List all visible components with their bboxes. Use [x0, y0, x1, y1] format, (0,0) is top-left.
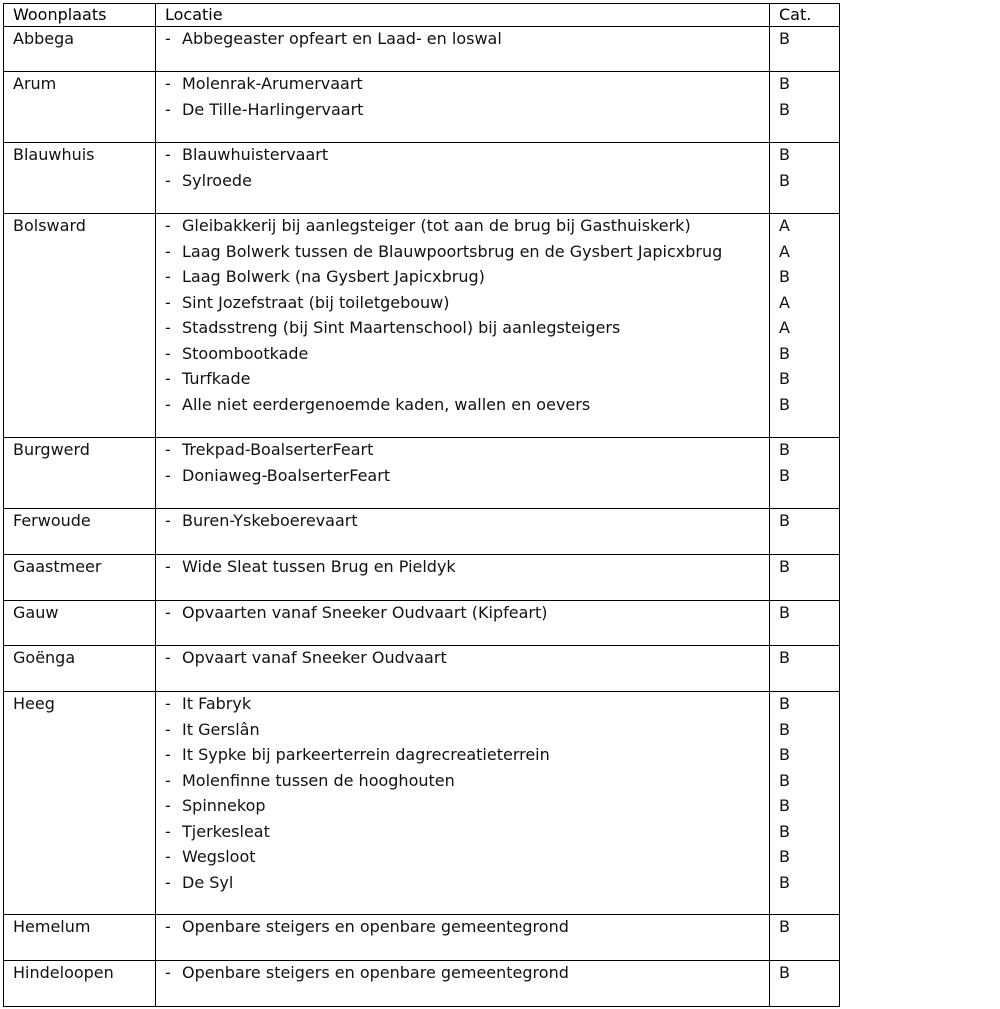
locatie-text: Molenrak-Arumervaart — [182, 74, 363, 93]
woonplaats-cell — [4, 509, 156, 555]
locatie-cell — [156, 961, 770, 1007]
locatie-item — [165, 27, 769, 53]
bullet-dash: - — [165, 557, 171, 576]
locatie-item — [165, 769, 769, 795]
category-value: B — [779, 796, 790, 815]
locatie-text: De Tille-Harlingervaart — [182, 99, 364, 119]
woonplaats-cell — [4, 961, 156, 1007]
woonplaats-name: Burgwerd — [13, 440, 90, 459]
locatie-text: Wegsloot — [182, 847, 256, 866]
locatie-cell — [156, 438, 770, 509]
locatie-item — [165, 646, 769, 672]
cat-cell — [770, 214, 840, 438]
woonplaats-name: Abbega — [13, 29, 75, 48]
header-cat: Cat. — [770, 4, 840, 27]
locatie-item — [165, 820, 769, 846]
cat-cell — [770, 27, 840, 72]
woonplaats-name: Hindeloopen — [13, 963, 114, 982]
locatie-item — [165, 98, 769, 124]
bullet-dash: - — [165, 241, 171, 261]
locatie-cell — [156, 509, 770, 555]
category-value: B — [779, 267, 790, 286]
locatie-item — [165, 961, 769, 987]
bullet-dash: - — [165, 292, 171, 312]
cat-cell — [770, 438, 840, 509]
category-value: B — [779, 145, 790, 164]
bullet-dash: - — [165, 170, 171, 190]
woonplaats-cell — [4, 143, 156, 214]
bullet-dash: - — [165, 872, 171, 892]
category-value: B — [779, 29, 790, 48]
locatie-item — [165, 871, 769, 897]
locations-table — [3, 3, 840, 1007]
cat-cell — [770, 555, 840, 601]
bullet-dash: - — [165, 719, 171, 739]
locatie-text: Doniaweg-BoalserterFeart — [182, 465, 391, 485]
locatie-item — [165, 555, 769, 581]
bullet-dash: - — [165, 74, 171, 93]
cat-cell — [770, 509, 840, 555]
woonplaats-cell — [4, 27, 156, 72]
table-row — [4, 509, 840, 555]
locatie-item — [165, 393, 769, 419]
header-locatie: Locatie — [156, 4, 770, 27]
category-value: B — [779, 719, 790, 739]
bullet-dash: - — [165, 917, 171, 936]
locatie-item — [165, 72, 769, 98]
woonplaats-name: Arum — [13, 74, 57, 93]
bullet-dash: - — [165, 511, 171, 530]
category-value: B — [779, 694, 790, 713]
category-value: B — [779, 511, 790, 530]
category-value: B — [779, 821, 790, 841]
cat-cell — [770, 143, 840, 214]
table-row — [4, 646, 840, 692]
locatie-item — [165, 342, 769, 368]
locatie-item — [165, 265, 769, 291]
locatie-text: Sylroede — [182, 170, 252, 190]
bullet-dash: - — [165, 343, 171, 363]
locatie-item — [165, 316, 769, 342]
bullet-dash: - — [165, 394, 171, 414]
header-woonplaats: Woonplaats — [4, 4, 156, 27]
table-row — [4, 214, 840, 438]
locatie-cell — [156, 72, 770, 143]
locatie-text: Stoombootkade — [182, 343, 309, 363]
bullet-dash: - — [165, 963, 171, 982]
woonplaats-cell — [4, 438, 156, 509]
bullet-dash: - — [165, 267, 171, 286]
bullet-dash: - — [165, 369, 171, 388]
locatie-item — [165, 367, 769, 393]
table-row — [4, 692, 840, 915]
locatie-text: It Fabryk — [182, 694, 252, 713]
bullet-dash: - — [165, 99, 171, 119]
bullet-dash: - — [165, 694, 171, 713]
locatie-text: Alle niet eerdergenoemde kaden, wallen en oevers — [182, 394, 591, 414]
locatie-item — [165, 718, 769, 744]
locatie-cell — [156, 915, 770, 961]
locatie-text: Stadsstreng (bij Sint Maartenschool) bij aanlegsteigers — [182, 318, 621, 337]
woonplaats-name: Ferwoude — [13, 511, 91, 530]
table-row — [4, 438, 840, 509]
cat-cell — [770, 601, 840, 646]
woonplaats-cell — [4, 555, 156, 601]
woonplaats-cell — [4, 915, 156, 961]
table-row — [4, 961, 840, 1007]
locatie-cell — [156, 27, 770, 72]
locatie-cell — [156, 143, 770, 214]
bullet-dash: - — [165, 29, 171, 48]
locatie-text: Trekpad-BoalserterFeart — [182, 440, 374, 459]
locatie-item — [165, 438, 769, 464]
woonplaats-name: Hemelum — [13, 917, 91, 936]
category-value: B — [779, 170, 790, 190]
table-row — [4, 915, 840, 961]
bullet-dash: - — [165, 603, 171, 622]
bullet-dash: - — [165, 145, 171, 164]
locatie-cell — [156, 646, 770, 692]
woonplaats-cell — [4, 692, 156, 915]
locatie-item — [165, 915, 769, 941]
locatie-item — [165, 601, 769, 627]
locatie-text: Opvaarten vanaf Sneeker Oudvaart (Kipfeart) — [182, 603, 548, 622]
locatie-item — [165, 692, 769, 718]
locatie-text: Molenfinne tussen de hooghouten — [182, 770, 455, 790]
woonplaats-name: Blauwhuis — [13, 145, 95, 164]
woonplaats-name: Bolsward — [13, 216, 86, 235]
category-value: B — [779, 369, 790, 388]
woonplaats-cell — [4, 214, 156, 438]
locatie-text: Buren-Yskeboerevaart — [182, 511, 358, 530]
woonplaats-name: Gauw — [13, 603, 59, 622]
locatie-cell — [156, 214, 770, 438]
bullet-dash: - — [165, 847, 171, 866]
category-value: A — [779, 241, 790, 261]
locatie-text: Abbegeaster opfeart en Laad- en loswal — [182, 29, 502, 48]
locatie-item — [165, 743, 769, 769]
locatie-item — [165, 794, 769, 820]
category-value: B — [779, 648, 790, 667]
category-value: B — [779, 745, 790, 764]
locatie-text: Tjerkesleat — [182, 821, 270, 841]
woonplaats-cell — [4, 72, 156, 143]
locatie-text: Opvaart vanaf Sneeker Oudvaart — [182, 648, 447, 667]
woonplaats-name: Goënga — [13, 648, 76, 667]
cat-cell — [770, 72, 840, 143]
locatie-text: Laag Bolwerk tussen de Blauwpoortsbrug en de Gysbert Japicxbrug — [182, 241, 723, 261]
category-value: B — [779, 603, 790, 622]
header-row — [4, 4, 840, 27]
bullet-dash: - — [165, 796, 171, 815]
locatie-text: Gleibakkerij bij aanlegsteiger (tot aan de brug bij Gasthuiskerk) — [182, 216, 691, 235]
bullet-dash: - — [165, 465, 171, 485]
cat-cell — [770, 646, 840, 692]
category-value: A — [779, 318, 790, 337]
locatie-cell — [156, 601, 770, 646]
woonplaats-cell — [4, 601, 156, 646]
bullet-dash: - — [165, 216, 171, 235]
locatie-text: Openbare steigers en openbare gemeentegrond — [182, 963, 569, 982]
category-value: B — [779, 963, 790, 982]
locatie-item — [165, 214, 769, 240]
locatie-cell — [156, 555, 770, 601]
locatie-text: Wide Sleat tussen Brug en Pieldyk — [182, 557, 456, 576]
category-value: B — [779, 465, 790, 485]
locatie-text: Spinnekop — [182, 796, 266, 815]
table-body — [4, 27, 840, 1007]
locatie-text: Turfkade — [182, 369, 251, 388]
locatie-text: Laag Bolwerk (na Gysbert Japicxbrug) — [182, 267, 485, 286]
category-value: B — [779, 394, 790, 414]
locatie-item — [165, 143, 769, 169]
category-value: B — [779, 74, 790, 93]
cat-cell — [770, 961, 840, 1007]
locatie-item — [165, 291, 769, 317]
category-value: B — [779, 872, 790, 892]
category-value: B — [779, 917, 790, 936]
category-value: B — [779, 557, 790, 576]
locatie-cell — [156, 692, 770, 915]
category-value: A — [779, 216, 790, 235]
woonplaats-cell — [4, 646, 156, 692]
category-value: B — [779, 440, 790, 459]
locatie-text: Sint Jozefstraat (bij toiletgebouw) — [182, 292, 450, 312]
woonplaats-name: Heeg — [13, 694, 55, 713]
locatie-text: Blauwhuistervaart — [182, 145, 329, 164]
locatie-item — [165, 464, 769, 490]
locatie-item — [165, 169, 769, 195]
locatie-text: It Gerslân — [182, 719, 260, 739]
table-row — [4, 601, 840, 646]
table-row — [4, 555, 840, 601]
category-value: B — [779, 99, 790, 119]
bullet-dash: - — [165, 318, 171, 337]
category-value: B — [779, 770, 790, 790]
bullet-dash: - — [165, 770, 171, 790]
bullet-dash: - — [165, 745, 171, 764]
locatie-item — [165, 509, 769, 535]
table-row — [4, 143, 840, 214]
bullet-dash: - — [165, 648, 171, 667]
category-value: B — [779, 343, 790, 363]
locatie-text: Openbare steigers en openbare gemeentegrond — [182, 917, 569, 936]
woonplaats-name: Gaastmeer — [13, 557, 102, 576]
cat-cell — [770, 692, 840, 915]
bullet-dash: - — [165, 821, 171, 841]
category-value: A — [779, 292, 790, 312]
locatie-text: It Sypke bij parkeerterrein dagrecreatieterrein — [182, 745, 550, 764]
category-value: B — [779, 847, 790, 866]
cat-cell — [770, 915, 840, 961]
locatie-text: De Syl — [182, 872, 234, 892]
locatie-item — [165, 240, 769, 266]
table-row — [4, 27, 840, 72]
locatie-item — [165, 845, 769, 871]
table-row — [4, 72, 840, 143]
bullet-dash: - — [165, 440, 171, 459]
